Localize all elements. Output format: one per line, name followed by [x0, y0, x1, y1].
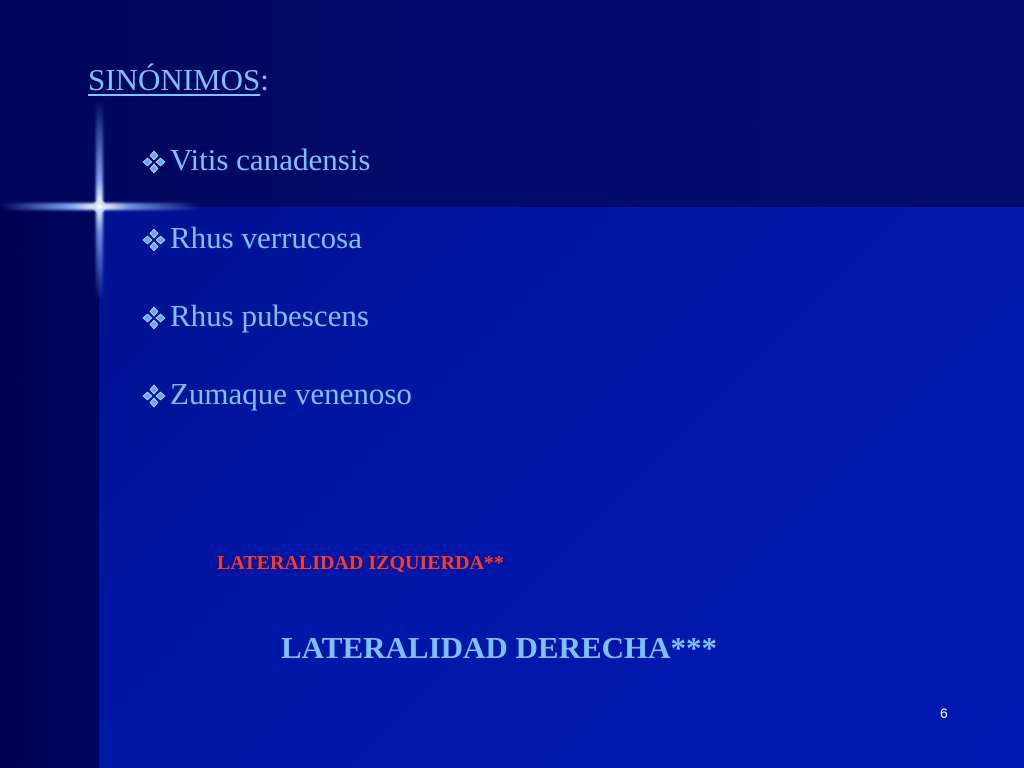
synonym-list: [142, 140, 412, 452]
synonym-text: Rhus pubescens: [170, 298, 369, 333]
slide-heading: [88, 62, 269, 98]
light-flare-core: [93, 200, 106, 213]
heading-text: SINÓNIMOS: [88, 62, 261, 97]
background-left-band: [0, 207, 99, 768]
four-diamond-icon: [142, 384, 170, 413]
list-item: [142, 218, 412, 296]
synonym-text: Rhus verrucosa: [170, 220, 362, 255]
four-diamond-icon: [142, 306, 170, 335]
four-diamond-icon: [142, 228, 170, 257]
four-diamond-icon: [142, 150, 170, 179]
list-item: [142, 374, 412, 452]
laterality-right-label: LATERALIDAD DERECHA***: [281, 630, 718, 665]
list-item: [142, 296, 412, 374]
synonym-text: Vitis canadensis: [170, 142, 371, 177]
heading-colon: :: [260, 62, 269, 97]
page-number: 6: [940, 705, 948, 721]
synonym-text: Zumaque venenoso: [170, 376, 412, 411]
laterality-left-label: LATERALIDAD IZQUIERDA**: [217, 552, 504, 574]
list-item: [142, 140, 412, 218]
